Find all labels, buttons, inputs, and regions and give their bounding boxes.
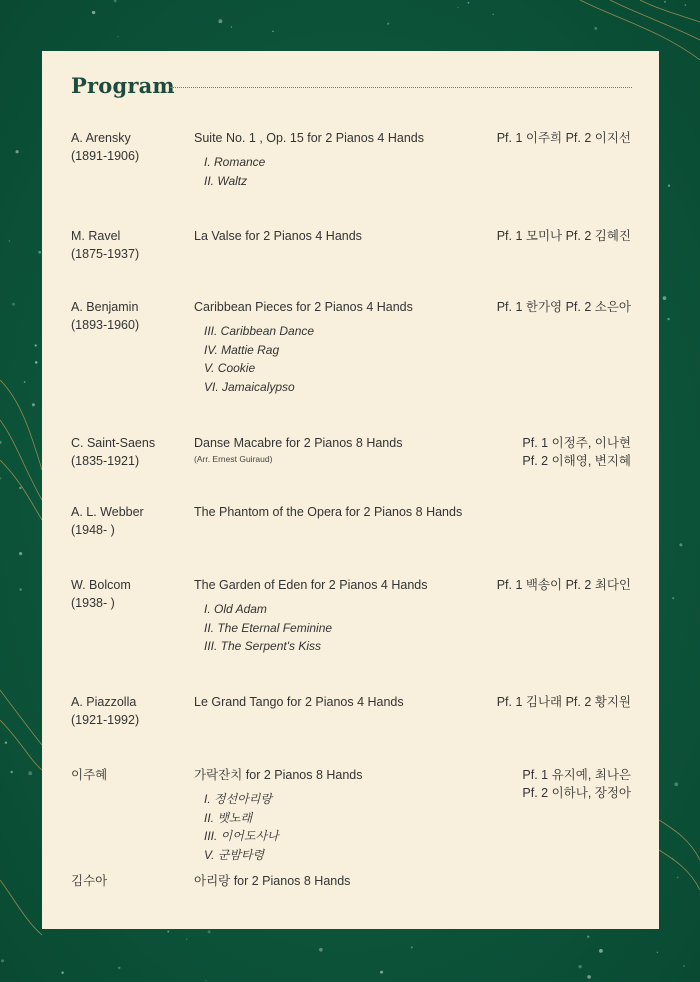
- movement-list: [204, 322, 494, 396]
- performer-line: Pf. 1 모미나 Pf. 2 김혜진: [496, 229, 631, 243]
- background-dot: [12, 303, 15, 306]
- arrangement-note: (Arr. Ernest Guiraud): [194, 454, 273, 464]
- performers-block: [411, 129, 631, 147]
- composer-dates: (1938- ): [71, 596, 115, 610]
- background-dot: [677, 876, 679, 878]
- movement-item: I. Old Adam: [204, 602, 267, 616]
- composer-dates: (1921-1992): [71, 713, 140, 727]
- background-dot: [38, 251, 41, 254]
- performers-block: [411, 766, 631, 802]
- movement-item: II. 뱃노래: [204, 810, 253, 825]
- composer-dates: (1948- ): [71, 523, 115, 537]
- composer-block: [71, 766, 191, 784]
- work-title: Suite No. 1 , Op. 15 for 2 Pianos 4 Hands: [194, 131, 424, 145]
- background-dot: [468, 2, 470, 4]
- composer-block: [71, 434, 191, 470]
- background-dot: [117, 36, 118, 37]
- background-dot: [411, 946, 413, 948]
- background-dot: [668, 185, 670, 187]
- work-title: 아리랑 for 2 Pianos 8 Hands: [194, 874, 351, 888]
- background-dot: [92, 11, 95, 14]
- movement-item: V. 군밤타령: [204, 847, 265, 862]
- background-dot: [19, 552, 22, 555]
- work-block: [194, 872, 494, 890]
- movement-item: VI. Jamaicalypso: [204, 379, 295, 394]
- background-dot: [32, 403, 35, 406]
- background-dot: [587, 975, 591, 979]
- background-dot: [186, 939, 187, 940]
- background-dot: [272, 31, 274, 33]
- performer-line: Pf. 1 유지예, 최나은: [522, 768, 631, 782]
- background-dot: [380, 971, 383, 974]
- page-title: Program: [71, 73, 175, 98]
- composer-dates: (1891-1906): [71, 149, 140, 163]
- composer-block: [71, 503, 191, 539]
- background-dot: [19, 588, 21, 590]
- work-title: Danse Macabre for 2 Pianos 8 Hands: [194, 436, 403, 450]
- movement-list: [204, 153, 494, 190]
- composer-name: M. Ravel: [71, 229, 121, 243]
- background-dot: [167, 931, 169, 933]
- composer-name: A. L. Webber: [71, 505, 144, 519]
- background-dot: [1, 959, 4, 962]
- movement-item: III. The Serpent's Kiss: [204, 639, 322, 653]
- work-title: The Phantom of the Opera for 2 Pianos 8 Hands: [194, 505, 463, 519]
- movement-item: I. Romance: [204, 155, 266, 169]
- background-dot: [594, 27, 597, 30]
- background-dot: [657, 952, 659, 954]
- work-title: The Garden of Eden for 2 Pianos 4 Hands: [194, 578, 428, 592]
- work-title: Le Grand Tango for 2 Pianos 4 Hands: [194, 695, 404, 709]
- background-dot: [35, 344, 37, 346]
- composer-block: [71, 129, 191, 165]
- background-dot: [587, 936, 589, 938]
- movement-item: III. 이어도사나: [204, 829, 279, 843]
- performers-block: [411, 434, 631, 470]
- background-dot: [24, 381, 26, 383]
- movement-list: [204, 600, 494, 656]
- background-dot: [61, 971, 63, 973]
- background-dot: [674, 782, 678, 786]
- composer-name: 김수아: [71, 874, 108, 888]
- performers-block: [411, 227, 631, 245]
- composer-block: [71, 227, 191, 263]
- composer-block: [71, 693, 191, 729]
- composer-name: 이주혜: [71, 768, 108, 782]
- composer-name: A. Piazzolla: [71, 695, 137, 709]
- composer-block: [71, 298, 191, 334]
- background-dot: [457, 7, 458, 8]
- movement-item: V. Cookie: [204, 361, 256, 375]
- performer-line: Pf. 1 김나래 Pf. 2 황지원: [496, 695, 631, 709]
- background-dot: [387, 23, 389, 25]
- background-dot: [5, 741, 7, 743]
- background-dot: [319, 948, 323, 952]
- background-dot: [672, 597, 674, 599]
- background-dot: [231, 26, 232, 27]
- composer-dates: (1875-1937): [71, 247, 140, 261]
- composer-dates: (1835-1921): [71, 454, 140, 468]
- performers-block: [411, 576, 631, 594]
- background-dot: [667, 318, 669, 320]
- background-dot: [208, 930, 211, 933]
- performer-line: Pf. 1 한가영 Pf. 2 소은아: [496, 300, 631, 314]
- title-dotted-rule: [170, 87, 632, 88]
- background-dot: [683, 965, 685, 967]
- composer-block: [71, 872, 191, 890]
- performers-block: [411, 298, 631, 316]
- work-title: La Valse for 2 Pianos 4 Hands: [194, 229, 362, 243]
- work-title: 가락잔치 for 2 Pianos 8 Hands: [194, 768, 363, 782]
- background-dot: [11, 771, 13, 773]
- background-dot: [9, 240, 11, 242]
- composer-dates: (1893-1960): [71, 318, 140, 332]
- work-title: Caribbean Pieces for 2 Pianos 4 Hands: [194, 300, 413, 314]
- background-dot: [599, 949, 603, 953]
- background-dot: [492, 14, 494, 16]
- background-dot: [663, 296, 667, 300]
- background-dot: [679, 543, 682, 546]
- composer-block: [71, 576, 191, 612]
- work-block: [194, 503, 494, 521]
- background-dot: [685, 4, 686, 5]
- movement-item: IV. Mattie Rag: [204, 342, 280, 357]
- movement-item: II. Waltz: [204, 173, 248, 188]
- composer-name: A. Benjamin: [71, 300, 139, 314]
- performer-line: Pf. 2 이하나, 장정아: [522, 786, 631, 800]
- performers-block: [411, 693, 631, 711]
- background-dot: [664, 1, 666, 3]
- background-dot: [28, 771, 32, 775]
- performer-line: Pf. 2 이해영, 변지혜: [522, 454, 631, 468]
- movement-item: I. 정선아리랑: [204, 792, 272, 806]
- performer-line: Pf. 1 이정주, 이나현: [522, 436, 631, 450]
- composer-name: C. Saint-Saens: [71, 436, 156, 450]
- movement-item: III. Caribbean Dance: [204, 324, 315, 338]
- background-dot: [35, 361, 38, 364]
- composer-name: A. Arensky: [71, 131, 131, 145]
- background-dot: [218, 19, 222, 23]
- background-dot: [118, 967, 120, 969]
- performer-line: Pf. 1 이주희 Pf. 2 이지선: [496, 131, 631, 145]
- background-dot: [578, 965, 581, 968]
- movement-item: II. The Eternal Feminine: [204, 620, 333, 635]
- composer-name: W. Bolcom: [71, 578, 131, 592]
- performer-line: Pf. 1 백송이 Pf. 2 최다인: [496, 578, 631, 592]
- background-dot: [16, 150, 19, 153]
- program-card: [42, 51, 659, 929]
- background-dot: [19, 487, 21, 489]
- background-dot: [205, 980, 206, 981]
